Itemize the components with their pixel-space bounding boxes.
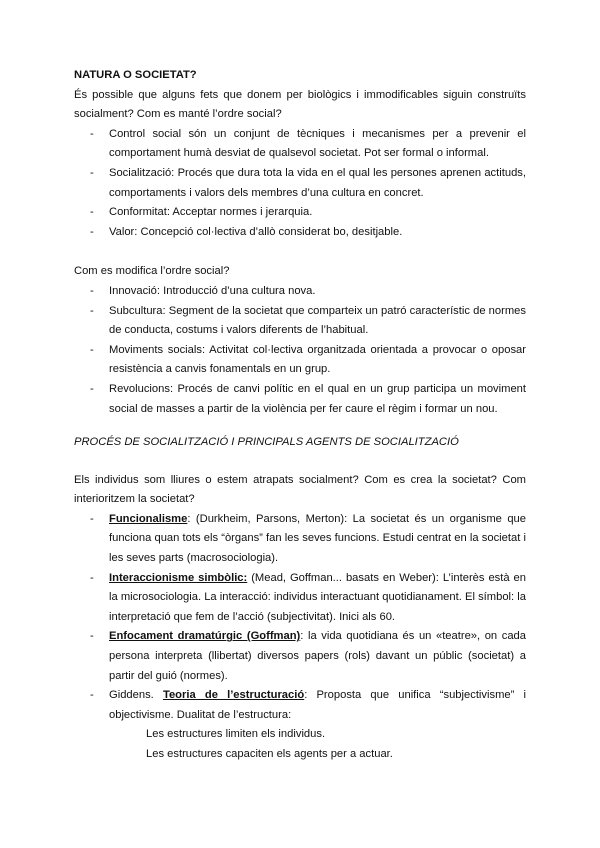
list-item: - Socialització: Procés que dura tota la vida en el qual les persones aprenen actituds, comportaments i valors dels membres d’una cultura en concret. — [74, 164, 526, 203]
list-item: - Moviments socials: Activitat col·lectiva organitzada orientada a provocar o oposar resistència a canvis fonamentals en un grup. — [74, 341, 526, 380]
list-item-interaccionisme — [74, 569, 526, 628]
list-item: - Valor: Concepció col·lectiva d’allò considerat bo, desitjable. — [74, 223, 526, 243]
list-item: - Innovació: Introducció d’una cultura nova. — [74, 282, 526, 302]
section-title-natura: NATURA O SOCIETAT? — [74, 69, 197, 81]
list-item: - Conformitat: Acceptar normes i jerarquia. — [74, 203, 526, 223]
text-giddens: : Proposta que unifica “subjectivisme” i objectivisme. Dualitat de l’estructura: — [109, 689, 527, 721]
giddens-sub-2: Les estructures capaciten els agents per a actuar. — [146, 748, 393, 760]
list-item: - Revolucions: Procés de canvi polític en el qual en un grup participa un moviment social de masses a partir de la violència per fer caure el règim i formar un nou. — [74, 380, 526, 419]
question-modify-order: Com es modifica l’ordre social? — [74, 265, 230, 278]
list-item-giddens — [74, 686, 526, 725]
list-item-dramaturgic — [74, 627, 526, 686]
term-funcionalisme: Funcionalisme — [109, 512, 188, 525]
text-giddens-prefix: Giddens. — [109, 689, 163, 702]
intro-paragraph: És possible que alguns fets que donem per biològics i immodificables siguin construïts socialment? Com es manté l’ordre social? — [74, 88, 526, 121]
theories-list — [74, 510, 526, 726]
text-dramaturgic: : la vida quotidiana és un «teatre», on cada persona interpreta (llibertat) diversos papers (rols) davant un públic (societat) a partir del guió (normes). — [109, 630, 526, 682]
order-maintenance-list — [74, 125, 526, 243]
term-estructuracio: Teoria de l’estructuració — [162, 689, 305, 702]
term-dramaturgic: Enfocament dramatúrgic (Goffman) — [109, 630, 301, 643]
list-item: - Control social són un conjunt de tècniques i mecanismes per a prevenir el comportament humà desviat de qualsevol societat. Pot ser formal o informal. — [74, 125, 526, 164]
text-funcionalisme: : (Durkheim, Parsons, Merton): La societat és un organisme que funciona quan tots els “òrgans” fan les seves funcions. Estudi centrat en la societat i les seves parts (macrosociologia). — [109, 512, 526, 565]
document-page — [74, 66, 526, 765]
section-title-socialitzacio: PROCÉS DE SOCIALITZACIÓ I PRINCIPALS AGENTS DE SOCIALITZACIÓ — [74, 436, 459, 449]
list-item: - Subcultura: Segment de la societat que comparteix un patró característic de normes de conducta, costums i valors diferents de l’habitual. — [74, 302, 526, 341]
term-interaccionisme: Interaccionisme simbòlic: — [109, 571, 248, 584]
intro-paragraph-2: Els individus som lliures o estem atrapats socialment? Com es crea la societat? Com interioritzem la societat? — [74, 473, 526, 506]
text-interaccionisme: (Mead, Goffman... basats en Weber): L’interès està en la microsociologia. La interacció: individus interactuant quotidianament. El símbol: la interpretació que fem de l’acció (subjectivitat). Inici als 60. — [109, 571, 526, 623]
giddens-sub-1: Les estructures limiten els individus. — [146, 728, 326, 741]
list-item-funcionalisme — [74, 510, 526, 569]
order-change-list — [74, 282, 526, 419]
